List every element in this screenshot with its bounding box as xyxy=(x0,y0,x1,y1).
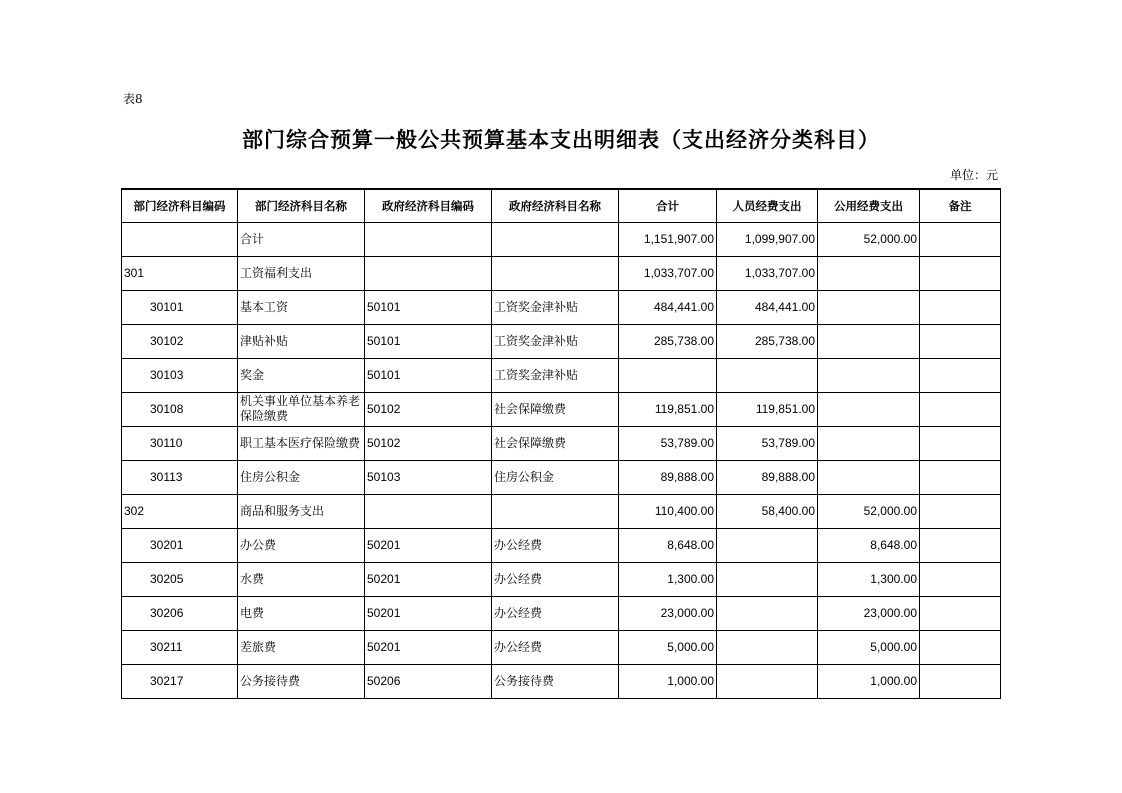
cell-remark xyxy=(920,290,1001,324)
cell-personnel: 285,738.00 xyxy=(717,324,818,358)
cell-personnel: 89,888.00 xyxy=(717,460,818,494)
cell-public xyxy=(818,460,920,494)
table-row xyxy=(122,460,1001,494)
cell-personnel: 1,033,707.00 xyxy=(717,256,818,290)
cell-gov-code xyxy=(365,222,492,256)
cell-personnel xyxy=(717,630,818,664)
cell-gov-name: 办公经费 xyxy=(492,528,619,562)
cell-gov-code: 50102 xyxy=(365,392,492,426)
cell-gov-name: 住房公积金 xyxy=(492,460,619,494)
cell-remark xyxy=(920,630,1001,664)
table-row xyxy=(122,528,1001,562)
cell-dept-code: 30206 xyxy=(122,596,238,630)
cell-remark xyxy=(920,392,1001,426)
table-header-row xyxy=(122,189,1001,222)
cell-total xyxy=(619,358,717,392)
cell-dept-name: 基本工资 xyxy=(238,290,365,324)
header-gov-name: 政府经济科目名称 xyxy=(492,189,619,222)
cell-gov-name: 工资奖金津补贴 xyxy=(492,290,619,324)
table-row xyxy=(122,290,1001,324)
table-row xyxy=(122,494,1001,528)
header-dept-code: 部门经济科目编码 xyxy=(122,189,238,222)
table-number: 表8 xyxy=(123,92,143,106)
cell-public xyxy=(818,290,920,324)
cell-gov-name: 办公经费 xyxy=(492,596,619,630)
cell-public: 52,000.00 xyxy=(818,222,920,256)
cell-gov-name: 公务接待费 xyxy=(492,664,619,698)
cell-gov-code: 50201 xyxy=(365,630,492,664)
cell-public xyxy=(818,358,920,392)
header-personnel: 人员经费支出 xyxy=(717,189,818,222)
cell-gov-name xyxy=(492,256,619,290)
header-gov-code: 政府经济科目编码 xyxy=(365,189,492,222)
cell-dept-name: 办公费 xyxy=(238,528,365,562)
cell-dept-code: 30217 xyxy=(122,664,238,698)
cell-remark xyxy=(920,596,1001,630)
cell-remark xyxy=(920,222,1001,256)
table-row xyxy=(122,324,1001,358)
cell-dept-name: 职工基本医疗保险缴费 xyxy=(238,426,365,460)
table-row xyxy=(122,392,1001,426)
cell-remark xyxy=(920,664,1001,698)
unit-label: 单位：元 xyxy=(949,168,998,182)
cell-total: 1,300.00 xyxy=(619,562,717,596)
cell-personnel: 119,851.00 xyxy=(717,392,818,426)
cell-dept-name: 水费 xyxy=(238,562,365,596)
cell-public xyxy=(818,324,920,358)
cell-dept-code: 30108 xyxy=(122,392,238,426)
cell-total: 1,151,907.00 xyxy=(619,222,717,256)
table-row xyxy=(122,256,1001,290)
table-row xyxy=(122,358,1001,392)
cell-total: 1,033,707.00 xyxy=(619,256,717,290)
cell-dept-name: 工资福利支出 xyxy=(238,256,365,290)
cell-gov-code: 50201 xyxy=(365,528,492,562)
cell-personnel xyxy=(717,528,818,562)
cell-dept-code: 30110 xyxy=(122,426,238,460)
cell-total: 89,888.00 xyxy=(619,460,717,494)
table-row xyxy=(122,596,1001,630)
cell-public xyxy=(818,426,920,460)
cell-gov-name: 办公经费 xyxy=(492,562,619,596)
cell-remark xyxy=(920,494,1001,528)
cell-gov-code: 50102 xyxy=(365,426,492,460)
cell-total: 1,000.00 xyxy=(619,664,717,698)
cell-personnel: 58,400.00 xyxy=(717,494,818,528)
cell-dept-code: 301 xyxy=(122,256,238,290)
cell-personnel: 53,789.00 xyxy=(717,426,818,460)
cell-public: 1,000.00 xyxy=(818,664,920,698)
cell-dept-code: 30205 xyxy=(122,562,238,596)
cell-total: 5,000.00 xyxy=(619,630,717,664)
cell-dept-code xyxy=(122,222,238,256)
cell-dept-name: 公务接待费 xyxy=(238,664,365,698)
cell-gov-code xyxy=(365,256,492,290)
cell-gov-name: 工资奖金津补贴 xyxy=(492,358,619,392)
cell-gov-code: 50101 xyxy=(365,358,492,392)
cell-public: 52,000.00 xyxy=(818,494,920,528)
cell-dept-code: 30113 xyxy=(122,460,238,494)
table-row xyxy=(122,222,1001,256)
cell-personnel xyxy=(717,664,818,698)
cell-gov-name: 工资奖金津补贴 xyxy=(492,324,619,358)
page-title: 部门综合预算一般公共预算基本支出明细表（支出经济分类科目） xyxy=(242,128,880,152)
cell-remark xyxy=(920,562,1001,596)
cell-dept-code: 30201 xyxy=(122,528,238,562)
table-row xyxy=(122,664,1001,698)
cell-gov-code: 50101 xyxy=(365,324,492,358)
header-public: 公用经费支出 xyxy=(818,189,920,222)
table-row xyxy=(122,630,1001,664)
cell-gov-code: 50201 xyxy=(365,562,492,596)
cell-dept-code: 30211 xyxy=(122,630,238,664)
table-row xyxy=(122,426,1001,460)
cell-personnel xyxy=(717,358,818,392)
cell-total: 484,441.00 xyxy=(619,290,717,324)
cell-personnel xyxy=(717,596,818,630)
cell-total: 285,738.00 xyxy=(619,324,717,358)
table-row xyxy=(122,562,1001,596)
cell-total: 8,648.00 xyxy=(619,528,717,562)
cell-dept-code: 302 xyxy=(122,494,238,528)
cell-dept-name: 津贴补贴 xyxy=(238,324,365,358)
cell-total: 53,789.00 xyxy=(619,426,717,460)
cell-dept-code: 30103 xyxy=(122,358,238,392)
cell-gov-code: 50201 xyxy=(365,596,492,630)
cell-public: 8,648.00 xyxy=(818,528,920,562)
cell-dept-name: 住房公积金 xyxy=(238,460,365,494)
cell-personnel: 1,099,907.00 xyxy=(717,222,818,256)
cell-dept-name: 机关事业单位基本养老保险缴费 xyxy=(238,392,365,426)
cell-dept-name: 电费 xyxy=(238,596,365,630)
cell-remark xyxy=(920,528,1001,562)
cell-gov-name: 社会保障缴费 xyxy=(492,426,619,460)
cell-dept-code: 30102 xyxy=(122,324,238,358)
cell-dept-name: 奖金 xyxy=(238,358,365,392)
cell-gov-name xyxy=(492,494,619,528)
cell-dept-name: 合计 xyxy=(238,222,365,256)
table-body xyxy=(122,222,1001,698)
cell-remark xyxy=(920,358,1001,392)
header-total: 合计 xyxy=(619,189,717,222)
cell-gov-code xyxy=(365,494,492,528)
cell-remark xyxy=(920,256,1001,290)
cell-remark xyxy=(920,426,1001,460)
cell-total: 23,000.00 xyxy=(619,596,717,630)
cell-total: 110,400.00 xyxy=(619,494,717,528)
cell-remark xyxy=(920,460,1001,494)
cell-dept-name: 商品和服务支出 xyxy=(238,494,365,528)
header-remark: 备注 xyxy=(920,189,1001,222)
cell-public: 5,000.00 xyxy=(818,630,920,664)
budget-table xyxy=(121,188,1001,699)
cell-gov-code: 50103 xyxy=(365,460,492,494)
cell-remark xyxy=(920,324,1001,358)
cell-gov-code: 50206 xyxy=(365,664,492,698)
cell-public: 23,000.00 xyxy=(818,596,920,630)
cell-public xyxy=(818,256,920,290)
cell-public xyxy=(818,392,920,426)
cell-dept-name: 差旅费 xyxy=(238,630,365,664)
cell-gov-code: 50101 xyxy=(365,290,492,324)
cell-gov-name: 社会保障缴费 xyxy=(492,392,619,426)
cell-gov-name xyxy=(492,222,619,256)
cell-personnel: 484,441.00 xyxy=(717,290,818,324)
cell-public: 1,300.00 xyxy=(818,562,920,596)
cell-total: 119,851.00 xyxy=(619,392,717,426)
cell-personnel xyxy=(717,562,818,596)
cell-gov-name: 办公经费 xyxy=(492,630,619,664)
cell-dept-code: 30101 xyxy=(122,290,238,324)
header-dept-name: 部门经济科目名称 xyxy=(238,189,365,222)
